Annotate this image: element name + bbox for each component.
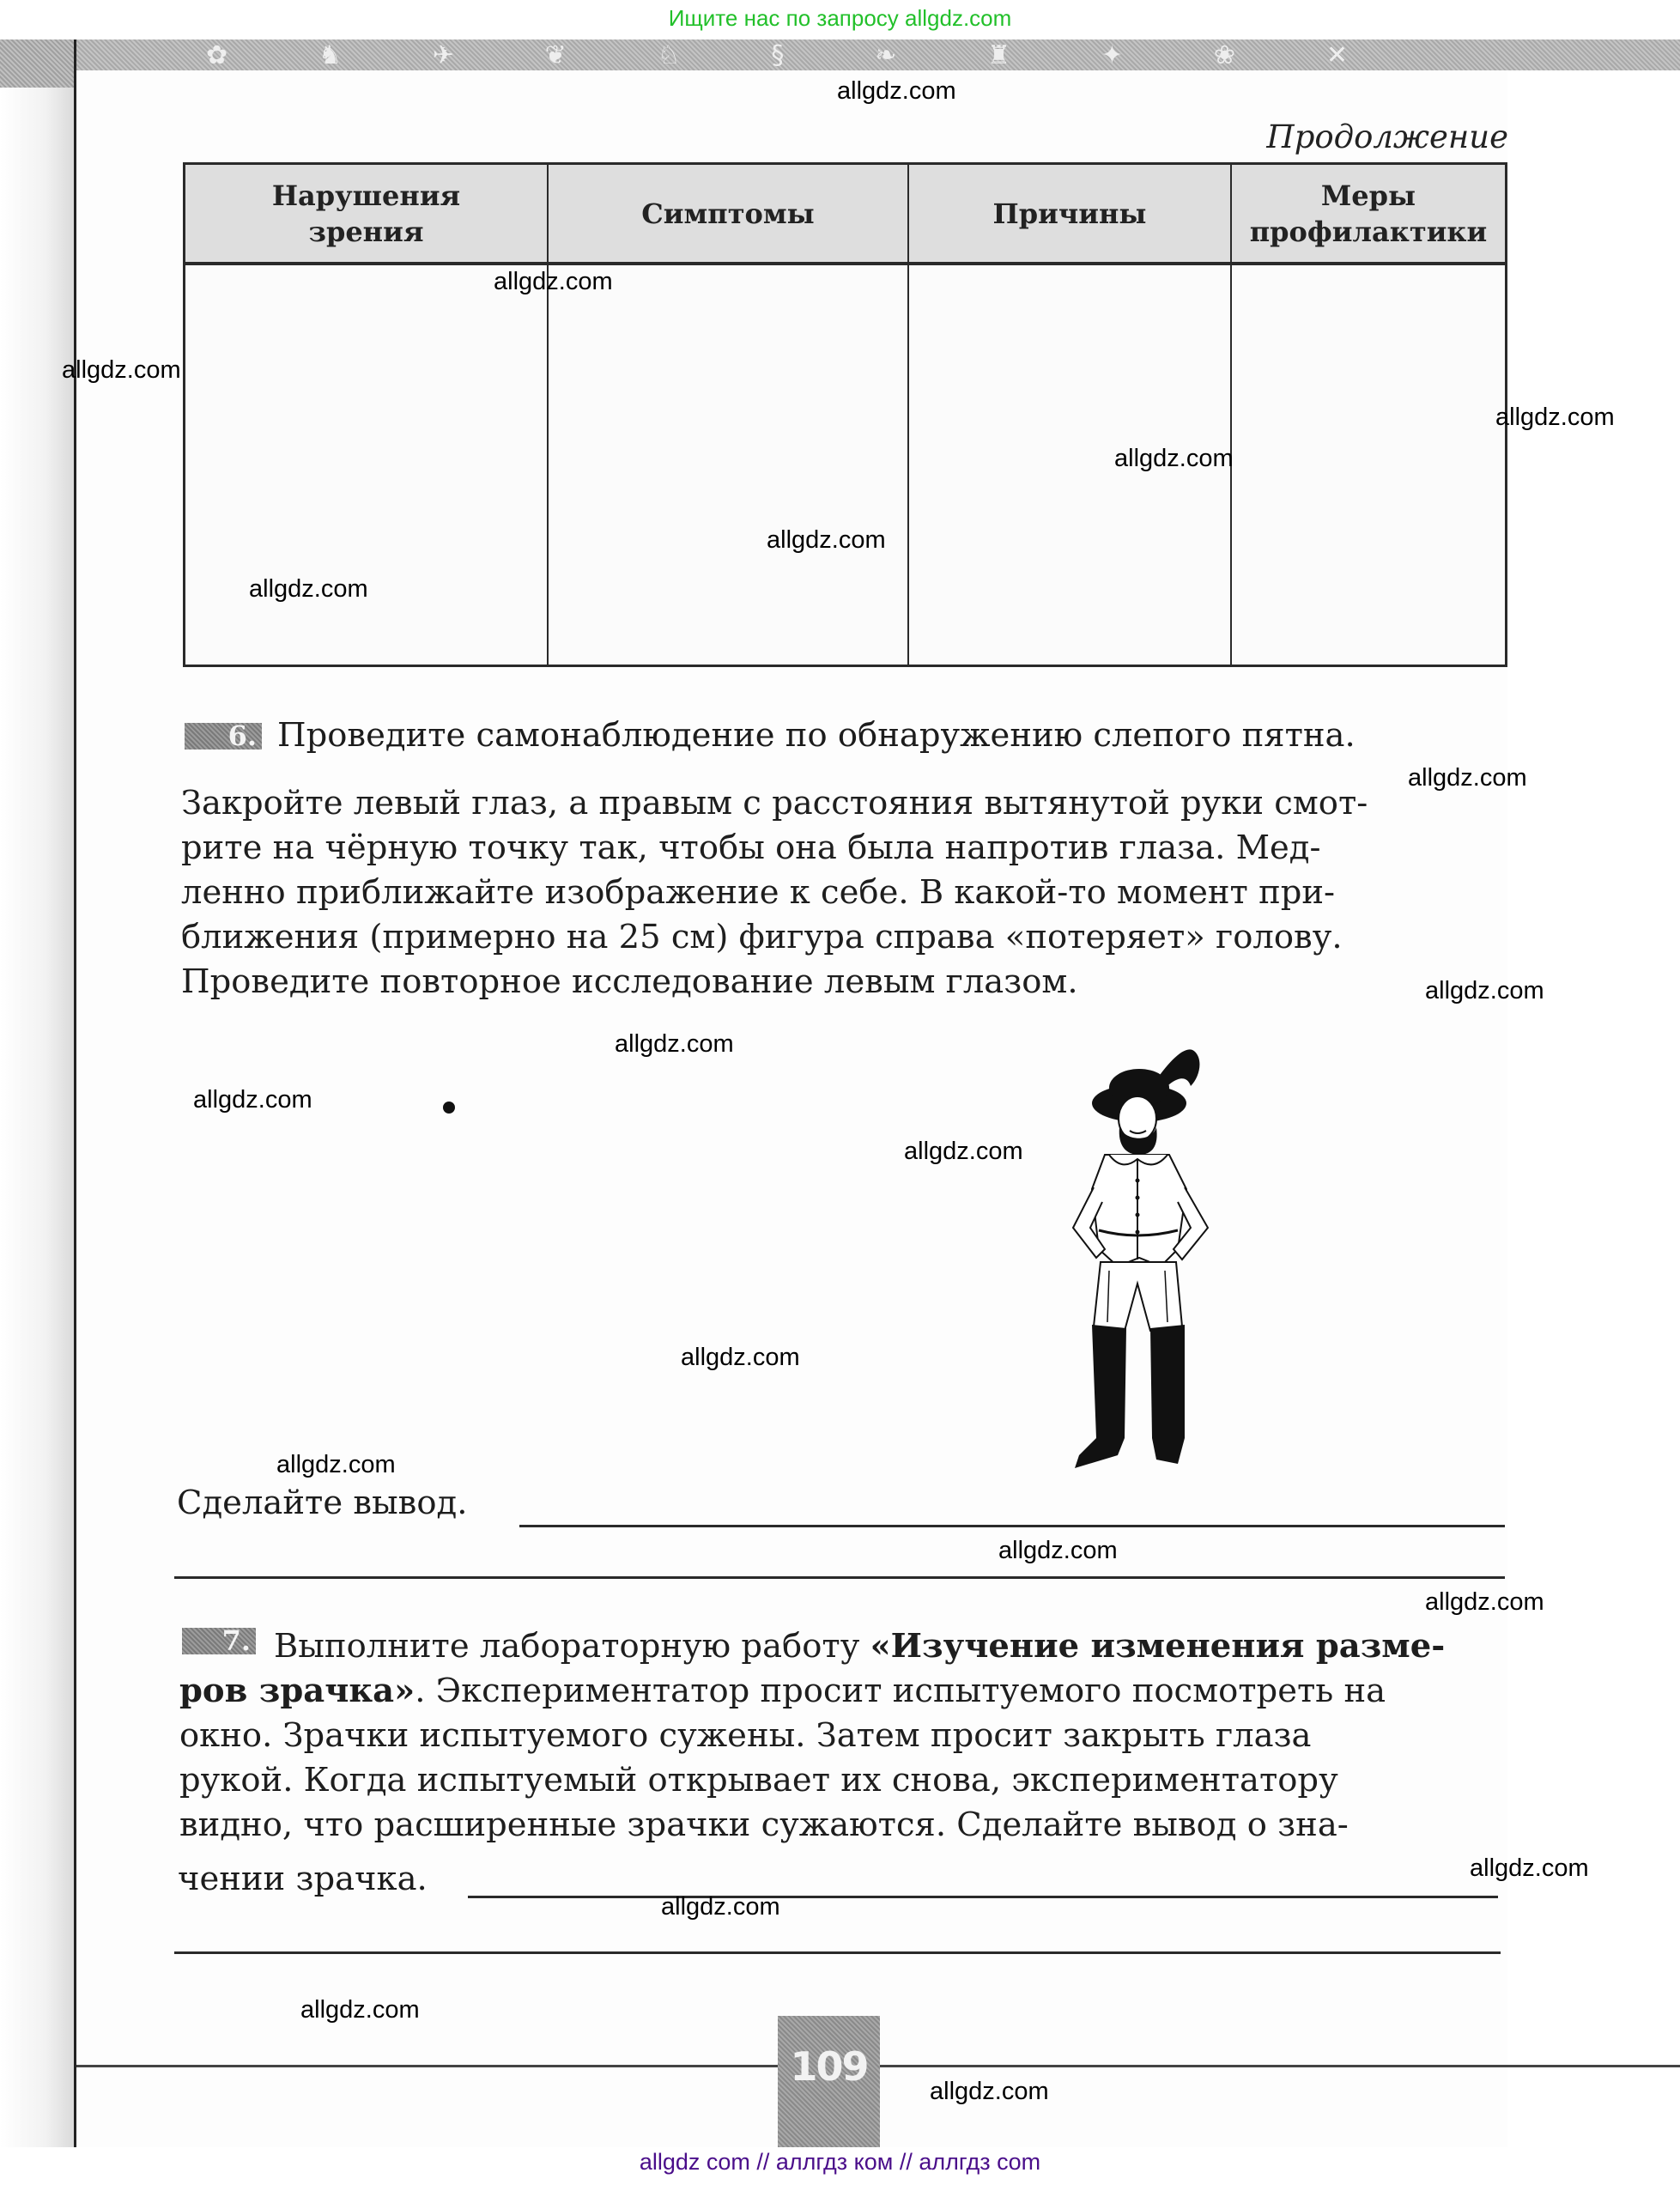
watermark-text: allgdz.com bbox=[494, 268, 613, 295]
pupil-answer-line-2[interactable] bbox=[174, 1951, 1501, 1954]
musketeer-figure bbox=[1058, 1035, 1229, 1477]
task-7-badge: 7. bbox=[182, 1628, 256, 1654]
continuation-label: Продолжение bbox=[1266, 118, 1508, 155]
cell-disorder[interactable] bbox=[185, 264, 549, 666]
conclusion-answer-line-2[interactable] bbox=[174, 1576, 1505, 1579]
site-footer-banner: allgdz com // аллгдз ком // аллгдз com bbox=[639, 2149, 1041, 2175]
watermark-text: allgdz.com bbox=[661, 1893, 780, 1921]
cell-symptoms[interactable] bbox=[548, 264, 908, 666]
musketeer-icon bbox=[1058, 1035, 1229, 1477]
bird-icon: ✈ bbox=[432, 40, 454, 70]
watermark-text: allgdz.com bbox=[276, 1451, 396, 1478]
leaf-icon: ❧ bbox=[875, 40, 897, 70]
header-disorders: Нарушения зрения bbox=[185, 164, 549, 264]
task-6-badge: 6. bbox=[185, 723, 262, 750]
pupil-answer-line-1[interactable] bbox=[468, 1896, 1498, 1898]
watermark-text: allgdz.com bbox=[930, 2078, 1049, 2105]
black-dot bbox=[443, 1102, 455, 1114]
watermark-text: allgdz.com bbox=[62, 356, 181, 384]
watermark-text: allgdz.com bbox=[1495, 404, 1615, 431]
page-right-margin bbox=[1507, 70, 1680, 2147]
rabbit-icon: ♘ bbox=[657, 40, 681, 70]
watermark-text: allgdz.com bbox=[300, 1996, 420, 2024]
header-animal-silhouettes bbox=[206, 41, 1348, 70]
watermark-text: allgdz.com bbox=[837, 77, 956, 105]
header-causes: Причины bbox=[908, 164, 1231, 264]
deer-icon: ♞ bbox=[318, 40, 342, 70]
header-pattern-left bbox=[0, 39, 76, 88]
conclusion-label: Сделайте вывод. bbox=[177, 1484, 468, 1522]
watermark-text: allgdz.com bbox=[249, 575, 368, 603]
watermark-text: allgdz.com bbox=[1425, 977, 1544, 1004]
task-7-instructions: Выполните лабораторную работу «Изучение изменения разме- ров зрачка». Экспериментатор просит испытуемого посмотреть на окно. Зрачки испытуемого сужены. Затем просит закрыть глаза рукой. Когда испытуемый открывает их снова, экспериментатору видно, что расширенные зрачки сужаются. Сделайте вывод о зна- bbox=[179, 1627, 1446, 1844]
seahorse-icon: § bbox=[771, 40, 785, 70]
header-prevention: Меры профилактики bbox=[1231, 164, 1507, 264]
lizard-icon: ✦ bbox=[1101, 40, 1124, 70]
pupil-conclusion-label: чении зрачка. bbox=[178, 1860, 428, 1898]
cell-prevention[interactable] bbox=[1231, 264, 1507, 666]
watermark-text: allgdz.com bbox=[1408, 764, 1527, 792]
table-header-row bbox=[185, 164, 1507, 264]
crab-icon: ✿ bbox=[206, 40, 228, 70]
watermark-text: allgdz.com bbox=[1114, 445, 1234, 472]
vision-disorders-table bbox=[183, 162, 1507, 667]
watermark-text: allgdz.com bbox=[193, 1086, 312, 1114]
watermark-text: allgdz.com bbox=[1470, 1854, 1589, 1882]
header-symptoms: Симптомы bbox=[548, 164, 908, 264]
butterfly-icon: ✕ bbox=[1325, 40, 1348, 70]
squirrel-icon: ❀ bbox=[1213, 40, 1236, 70]
bear-icon: ♜ bbox=[987, 40, 1011, 70]
task-6-title: Проведите самонаблюдение по обнаружению слепого пятна. bbox=[277, 716, 1356, 755]
page-number: 109 bbox=[790, 2043, 868, 2090]
site-search-banner: Ищите нас по запросу allgdz.com bbox=[668, 5, 1012, 31]
watermark-text: allgdz.com bbox=[681, 1344, 800, 1371]
watermark-text: allgdz.com bbox=[998, 1537, 1118, 1564]
duck-icon: ❦ bbox=[544, 40, 567, 70]
watermark-text: allgdz.com bbox=[615, 1030, 734, 1058]
watermark-text: allgdz.com bbox=[904, 1138, 1023, 1165]
watermark-text: allgdz.com bbox=[1425, 1588, 1544, 1616]
table-row bbox=[185, 264, 1507, 666]
lab-work-title: «Изучение изменения разме- bbox=[870, 1627, 1446, 1666]
watermark-text: allgdz.com bbox=[767, 526, 886, 554]
conclusion-answer-line-1[interactable] bbox=[519, 1525, 1505, 1527]
task-6-instructions: Закройте левый глаз, а правым с расстояния вытянутой руки смот- рите на чёрную точку так, чтобы она была напротив глаза. Мед- ленно приближайте изображение к себе. В какой-то момент при- ближения (примерно на 25 см) фигура справа «потеряет» голову. Проведите повторное исследование левым глазом. bbox=[181, 784, 1368, 1001]
